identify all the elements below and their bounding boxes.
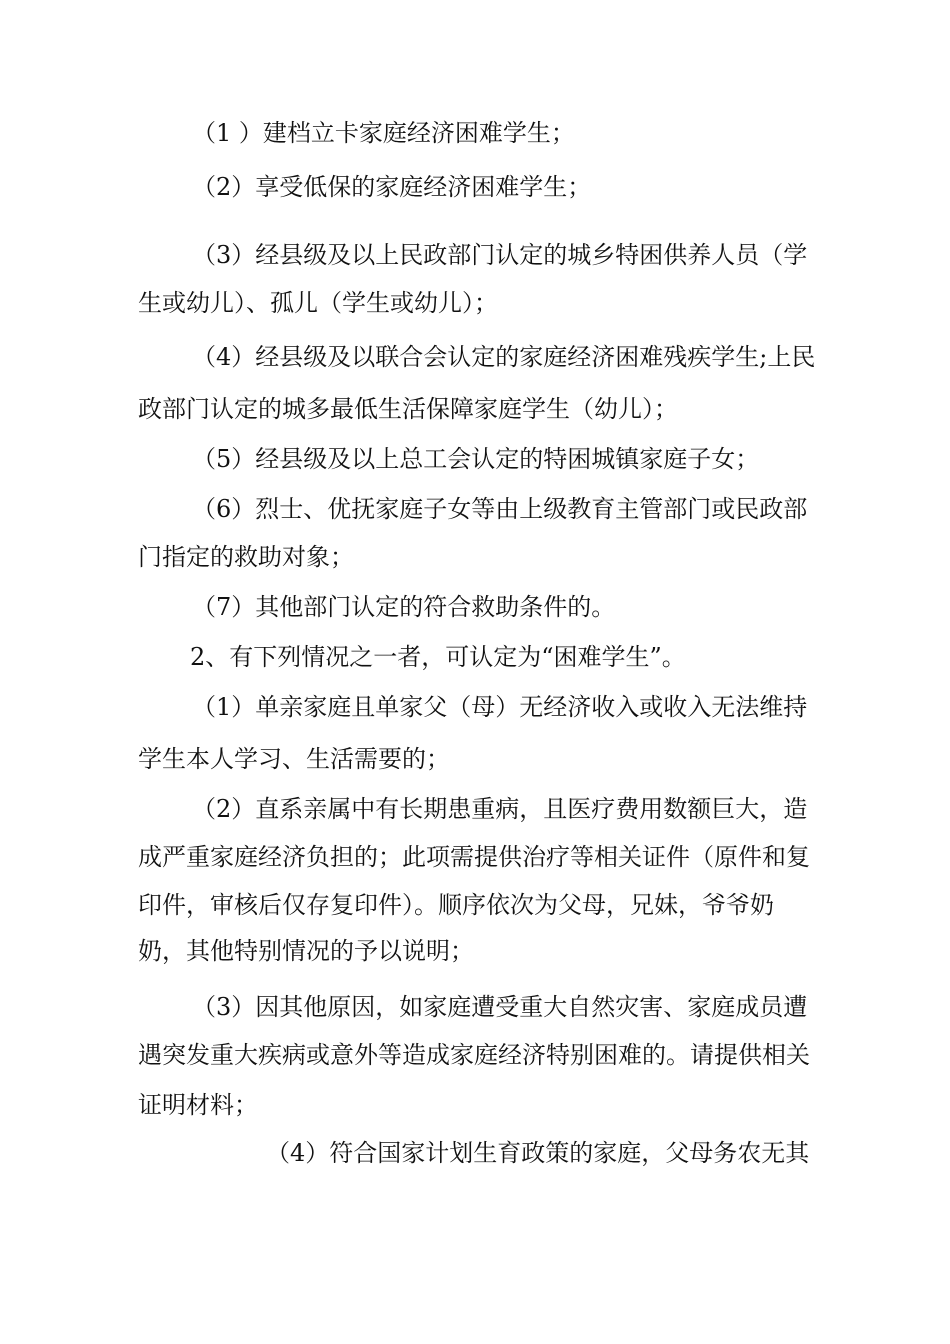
text-line-1: （1 ）建档立卡家庭经济困难学生； (192, 119, 575, 147)
text-line-19: 遇突发重大疾病或意外等造成家庭经济特别困难的。请提供相关 (138, 1041, 810, 1069)
text-line-8: （6）烈士、优抚家庭子女等由上级教育主管部门或民政部 (192, 495, 808, 523)
text-line-6: 政部门认定的城多最低生活保障家庭学生（幼儿）； (138, 395, 678, 423)
text-line-5: （4）经县级及以联合会认定的家庭经济困难残疾学生;上民 (192, 343, 816, 371)
text-line-14: （2）直系亲属中有长期患重病，且医疗费用数额巨大，造 (192, 795, 808, 823)
text-line-10: （7）其他部门认定的符合救助条件的。 (192, 593, 616, 621)
text-line-21: （4）符合国家计划生育政策的家庭，父母务农无其 (266, 1139, 810, 1167)
text-line-9: 门指定的救助对象； (138, 543, 354, 571)
text-line-11: 2、有下列情况之一者，可认定为“困难学生”。 (190, 643, 686, 671)
text-line-3: （3）经县级及以上民政部门认定的城乡特困供养人员（学 (192, 241, 808, 269)
text-line-4: 生或幼儿）、孤儿（学生或幼儿）； (138, 289, 498, 317)
text-line-20: 证明材料； (138, 1091, 258, 1119)
text-line-18: （3）因其他原因，如家庭遭受重大自然灾害、家庭成员遭 (192, 993, 808, 1021)
text-line-12: （1）单亲家庭且单家父（母）无经济收入或收入无法维持 (192, 693, 808, 721)
text-line-15: 成严重家庭经济负担的；此项需提供治疗等相关证件（原件和复 (138, 843, 810, 871)
text-line-16: 印件，审核后仅存复印件）。顺序依次为父母，兄妹，爷爷奶 (138, 891, 774, 919)
text-line-2: （2）享受低保的家庭经济困难学生； (192, 173, 592, 201)
text-line-7: （5）经县级及以上总工会认定的特困城镇家庭子女； (192, 445, 760, 473)
text-line-13: 学生本人学习、生活需要的； (138, 745, 450, 773)
text-line-17: 奶，其他特别情况的予以说明； (138, 937, 474, 965)
